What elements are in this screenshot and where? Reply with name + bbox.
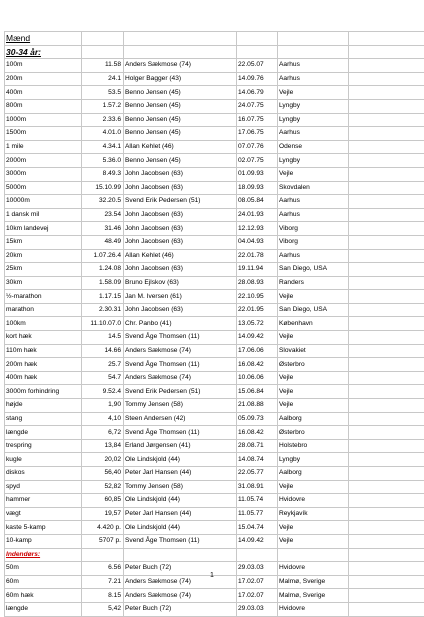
date-cell: 19.11.94 <box>237 263 278 277</box>
event-cell: hammer <box>5 494 82 508</box>
place-cell: Vejle <box>278 399 349 413</box>
records-table <box>4 31 424 617</box>
event-cell: 1 mile <box>5 140 82 154</box>
place-cell: Viborg <box>278 235 349 249</box>
empty-cell <box>349 181 424 195</box>
date-cell: 04.04.93 <box>237 235 278 249</box>
place-cell: Hvidovre <box>278 562 349 576</box>
date-cell: 16.08.42 <box>237 358 278 372</box>
result-cell: 5,42 <box>82 602 124 616</box>
athlete-cell: Anders Sækmose (74) <box>124 371 237 385</box>
event-cell: 100km <box>5 317 82 331</box>
page-number: 1 <box>0 572 424 579</box>
result-cell: 24.1 <box>82 72 124 86</box>
date-cell: 14.09.42 <box>237 534 278 548</box>
result-cell: 32.20.5 <box>82 195 124 209</box>
event-cell: højde <box>5 399 82 413</box>
table-row <box>5 235 424 249</box>
event-cell: marathon <box>5 303 82 317</box>
place-cell: San Diego, USA <box>278 303 349 317</box>
result-cell: 56,40 <box>82 467 124 481</box>
athlete-cell: Benno Jensen (45) <box>124 127 237 141</box>
empty-cell <box>349 222 424 236</box>
place-cell: Skovdalen <box>278 181 349 195</box>
athlete-cell: Ole Lindskjold (44) <box>124 494 237 508</box>
table-row <box>5 494 424 508</box>
table-row <box>5 399 424 413</box>
place-cell: Aalborg <box>278 467 349 481</box>
place-cell: Vejle <box>278 371 349 385</box>
place-cell: Aalborg <box>278 412 349 426</box>
date-cell: 17.06.06 <box>237 344 278 358</box>
result-cell: 1.58.09 <box>82 276 124 290</box>
event-cell: ½-marathon <box>5 290 82 304</box>
result-cell: 11.10.07.0 <box>82 317 124 331</box>
event-cell: længde <box>5 426 82 440</box>
event-cell: 200m hæk <box>5 358 82 372</box>
place-cell: Vejle <box>278 480 349 494</box>
place-cell: Vejle <box>278 385 349 399</box>
event-cell: 100m <box>5 59 82 73</box>
place-cell: Østerbro <box>278 358 349 372</box>
table-row <box>5 127 424 141</box>
table-row <box>5 249 424 263</box>
table-row <box>5 521 424 535</box>
empty-cell <box>349 86 424 100</box>
age-group-title: 30-34 år: <box>5 45 82 59</box>
date-cell: 31.08.91 <box>237 480 278 494</box>
date-cell: 29.03.03 <box>237 562 278 576</box>
place-cell: Aarhus <box>278 127 349 141</box>
empty-cell <box>349 453 424 467</box>
result-cell: 7.21 <box>82 575 124 589</box>
event-cell: 200m <box>5 72 82 86</box>
empty-cell <box>349 480 424 494</box>
result-cell: 25.7 <box>82 358 124 372</box>
result-cell: 5.36.0 <box>82 154 124 168</box>
place-cell: San Diego, USA <box>278 263 349 277</box>
subtitle-row <box>5 45 424 59</box>
result-cell: 14.5 <box>82 331 124 345</box>
result-cell: 13,84 <box>82 439 124 453</box>
place-cell: Hvidovre <box>278 602 349 616</box>
athlete-cell: Anders Sækmose (74) <box>124 59 237 73</box>
empty-cell <box>349 276 424 290</box>
place-cell: Aarhus <box>278 72 349 86</box>
place-cell: Malmø, Sverige <box>278 575 349 589</box>
athlete-cell: Bruno Ejlskov (63) <box>124 276 237 290</box>
result-cell: 60,85 <box>82 494 124 508</box>
athlete-cell: Ole Lindskjold (44) <box>124 521 237 535</box>
table-row <box>5 412 424 426</box>
athlete-cell: Svend Åge Thomsen (11) <box>124 358 237 372</box>
empty-cell <box>237 548 278 562</box>
event-cell: 2000m <box>5 154 82 168</box>
place-cell: Lyngby <box>278 113 349 127</box>
event-cell: vægt <box>5 507 82 521</box>
place-cell: Vejle <box>278 86 349 100</box>
table-row <box>5 99 424 113</box>
athlete-cell: John Jacobsen (63) <box>124 303 237 317</box>
result-cell: 1,90 <box>82 399 124 413</box>
date-cell: 17.06.75 <box>237 127 278 141</box>
empty-cell <box>349 235 424 249</box>
athlete-cell: John Jacobsen (63) <box>124 167 237 181</box>
event-cell: 1 dansk mil <box>5 208 82 222</box>
empty-cell <box>82 548 124 562</box>
table-row <box>5 263 424 277</box>
athlete-cell: John Jacobsen (63) <box>124 263 237 277</box>
date-cell: 07.07.76 <box>237 140 278 154</box>
empty-cell <box>349 331 424 345</box>
event-cell: kaste 5-kamp <box>5 521 82 535</box>
athlete-cell: Svend Erik Pedersen (51) <box>124 195 237 209</box>
empty-cell <box>349 467 424 481</box>
place-cell: Odense <box>278 140 349 154</box>
result-cell: 20,02 <box>82 453 124 467</box>
date-cell: 14.08.74 <box>237 453 278 467</box>
date-cell: 16.08.42 <box>237 426 278 440</box>
athlete-cell: Anders Sækmose (74) <box>124 589 237 603</box>
athlete-cell: Peter Jarl Hansen (44) <box>124 467 237 481</box>
event-cell: 10-kamp <box>5 534 82 548</box>
athlete-cell: Svend Åge Thomsen (11) <box>124 534 237 548</box>
empty-cell <box>349 72 424 86</box>
event-cell: 3000m <box>5 167 82 181</box>
athlete-cell: Peter Jarl Hansen (44) <box>124 507 237 521</box>
event-cell: spyd <box>5 480 82 494</box>
athlete-cell: Benno Jensen (45) <box>124 86 237 100</box>
athlete-cell: Benno Jensen (45) <box>124 154 237 168</box>
table-row <box>5 59 424 73</box>
event-cell: 25km <box>5 263 82 277</box>
date-cell: 13.05.72 <box>237 317 278 331</box>
place-cell: København <box>278 317 349 331</box>
empty-cell <box>349 385 424 399</box>
empty-cell <box>349 358 424 372</box>
athlete-cell: Peter Buch (72) <box>124 602 237 616</box>
result-cell: 8.15 <box>82 589 124 603</box>
date-cell: 14.09.76 <box>237 72 278 86</box>
result-cell: 31.46 <box>82 222 124 236</box>
place-cell: Vejle <box>278 331 349 345</box>
place-cell: Aarhus <box>278 249 349 263</box>
result-cell: 54.7 <box>82 371 124 385</box>
athlete-cell: John Jacobsen (63) <box>124 222 237 236</box>
event-cell: 1000m <box>5 113 82 127</box>
table-row <box>5 371 424 385</box>
place-cell: Lyngby <box>278 154 349 168</box>
date-cell: 10.06.06 <box>237 371 278 385</box>
empty-cell <box>278 548 349 562</box>
place-cell: Malmø, Sverige <box>278 589 349 603</box>
result-cell: 48.49 <box>82 235 124 249</box>
table-row <box>5 181 424 195</box>
place-cell: Reykjavík <box>278 507 349 521</box>
table-row <box>5 276 424 290</box>
table-row <box>5 154 424 168</box>
table-row <box>5 467 424 481</box>
date-cell: 22.01.95 <box>237 303 278 317</box>
table-row <box>5 222 424 236</box>
date-cell: 11.05.77 <box>237 507 278 521</box>
records-sheet <box>4 31 424 617</box>
result-cell: 53.5 <box>82 86 124 100</box>
empty-cell <box>349 399 424 413</box>
result-cell: 11.58 <box>82 59 124 73</box>
place-cell: Vejle <box>278 534 349 548</box>
place-cell: Aarhus <box>278 59 349 73</box>
athlete-cell: Holger Bagger (43) <box>124 72 237 86</box>
result-cell: 2.30.31 <box>82 303 124 317</box>
result-cell: 5707 p. <box>82 534 124 548</box>
empty-cell <box>349 263 424 277</box>
table-row <box>5 208 424 222</box>
empty-cell <box>349 371 424 385</box>
event-cell: 1500m <box>5 127 82 141</box>
place-cell: Randers <box>278 276 349 290</box>
table-row <box>5 589 424 603</box>
place-cell: Vejle <box>278 521 349 535</box>
date-cell: 24.01.93 <box>237 208 278 222</box>
athlete-cell: Tommy Jensen (58) <box>124 480 237 494</box>
empty-cell <box>349 208 424 222</box>
date-cell: 14.09.42 <box>237 331 278 345</box>
empty-cell <box>124 548 237 562</box>
place-cell: Aarhus <box>278 208 349 222</box>
empty-cell <box>349 154 424 168</box>
place-cell: Lyngby <box>278 99 349 113</box>
athlete-cell: Ole Lindskjold (44) <box>124 453 237 467</box>
place-cell: Holstebro <box>278 439 349 453</box>
event-cell: 15km <box>5 235 82 249</box>
date-cell: 15.06.84 <box>237 385 278 399</box>
table-row <box>5 317 424 331</box>
date-cell: 02.07.75 <box>237 154 278 168</box>
result-cell: 6,72 <box>82 426 124 440</box>
empty-cell <box>349 602 424 616</box>
table-row <box>5 426 424 440</box>
date-cell: 12.12.93 <box>237 222 278 236</box>
table-row <box>5 72 424 86</box>
empty-cell <box>349 113 424 127</box>
table-row <box>5 195 424 209</box>
place-cell: Viborg <box>278 222 349 236</box>
athlete-cell: John Jacobsen (63) <box>124 181 237 195</box>
table-row <box>5 113 424 127</box>
athlete-cell: Anders Sækmose (74) <box>124 575 237 589</box>
date-cell: 28.08.71 <box>237 439 278 453</box>
empty-cell <box>349 167 424 181</box>
empty-cell <box>349 59 424 73</box>
place-cell: Østerbro <box>278 426 349 440</box>
date-cell: 18.09.93 <box>237 181 278 195</box>
table-row <box>5 86 424 100</box>
table-row <box>5 534 424 548</box>
result-cell: 4.34.1 <box>82 140 124 154</box>
result-cell: 1.17.15 <box>82 290 124 304</box>
indoor-heading-row <box>5 548 424 562</box>
empty-cell <box>349 494 424 508</box>
empty-cell <box>349 426 424 440</box>
date-cell: 17.02.07 <box>237 575 278 589</box>
empty-cell <box>349 317 424 331</box>
place-cell: Aarhus <box>278 195 349 209</box>
place-cell: Hvidovre <box>278 494 349 508</box>
title-row <box>5 32 424 46</box>
empty-cell <box>349 589 424 603</box>
table-row <box>5 290 424 304</box>
table-row <box>5 167 424 181</box>
result-cell: 1.24.08 <box>82 263 124 277</box>
date-cell: 15.04.74 <box>237 521 278 535</box>
event-cell: 50m <box>5 562 82 576</box>
date-cell: 22.05.77 <box>237 467 278 481</box>
event-cell: 60m hæk <box>5 589 82 603</box>
athlete-cell: Svend Erik Pedersen (51) <box>124 385 237 399</box>
page-title: Mænd <box>5 32 82 46</box>
event-cell: 60m <box>5 575 82 589</box>
event-cell: 400m <box>5 86 82 100</box>
empty-cell <box>349 548 424 562</box>
result-cell: 1.07.26.4 <box>82 249 124 263</box>
athlete-cell: Peter Buch (72) <box>124 562 237 576</box>
date-cell: 14.06.79 <box>237 86 278 100</box>
athlete-cell: Allan Kehlet (46) <box>124 249 237 263</box>
athlete-cell: Steen Andersen (42) <box>124 412 237 426</box>
result-cell: 6.56 <box>82 562 124 576</box>
date-cell: 01.09.93 <box>237 167 278 181</box>
date-cell: 22.10.95 <box>237 290 278 304</box>
result-cell: 8.49.3 <box>82 167 124 181</box>
athlete-cell: Erland Jørgensen (41) <box>124 439 237 453</box>
athlete-cell: Benno Jensen (45) <box>124 113 237 127</box>
empty-cell <box>349 99 424 113</box>
empty-cell <box>349 140 424 154</box>
table-row <box>5 480 424 494</box>
event-cell: 3000m forhindring <box>5 385 82 399</box>
event-cell: kort hæk <box>5 331 82 345</box>
result-cell: 2.33.6 <box>82 113 124 127</box>
athlete-cell: Benno Jensen (45) <box>124 99 237 113</box>
athlete-cell: John Jacobsen (63) <box>124 235 237 249</box>
event-cell: 400m hæk <box>5 371 82 385</box>
result-cell: 52,82 <box>82 480 124 494</box>
empty-cell <box>349 439 424 453</box>
date-cell: 11.05.74 <box>237 494 278 508</box>
empty-cell <box>349 344 424 358</box>
result-cell: 4,10 <box>82 412 124 426</box>
place-cell: Lyngby <box>278 453 349 467</box>
event-cell: trespring <box>5 439 82 453</box>
event-cell: stang <box>5 412 82 426</box>
result-cell: 4.420 p. <box>82 521 124 535</box>
athlete-cell: Svend Åge Thomsen (11) <box>124 426 237 440</box>
place-cell: Vejle <box>278 167 349 181</box>
table-row <box>5 358 424 372</box>
place-cell: Vejle <box>278 290 349 304</box>
result-cell: 4.01.0 <box>82 127 124 141</box>
athlete-cell: Tommy Jensen (58) <box>124 399 237 413</box>
empty-cell <box>349 290 424 304</box>
event-cell: 30km <box>5 276 82 290</box>
date-cell: 16.07.75 <box>237 113 278 127</box>
date-cell: 21.08.88 <box>237 399 278 413</box>
empty-cell <box>349 534 424 548</box>
table-row <box>5 331 424 345</box>
event-cell: kugle <box>5 453 82 467</box>
empty-cell <box>349 521 424 535</box>
result-cell: 1.57.2 <box>82 99 124 113</box>
table-row <box>5 344 424 358</box>
athlete-cell: John Jacobsen (63) <box>124 208 237 222</box>
table-row <box>5 385 424 399</box>
place-cell: Slovakiet <box>278 344 349 358</box>
event-cell: 10000m <box>5 195 82 209</box>
athlete-cell: Chr. Panbo (41) <box>124 317 237 331</box>
empty-cell <box>349 195 424 209</box>
event-cell: 110m hæk <box>5 344 82 358</box>
result-cell: 9.52.4 <box>82 385 124 399</box>
date-cell: 24.07.75 <box>237 99 278 113</box>
table-row <box>5 439 424 453</box>
table-row <box>5 140 424 154</box>
event-cell: 20km <box>5 249 82 263</box>
date-cell: 08.05.84 <box>237 195 278 209</box>
empty-cell <box>349 507 424 521</box>
empty-cell <box>349 127 424 141</box>
event-cell: diskos <box>5 467 82 481</box>
date-cell: 22.05.07 <box>237 59 278 73</box>
result-cell: 15.10.99 <box>82 181 124 195</box>
table-row <box>5 602 424 616</box>
table-row <box>5 507 424 521</box>
empty-cell <box>349 412 424 426</box>
athlete-cell: Svend Åge Thomsen (11) <box>124 331 237 345</box>
result-cell: 19,57 <box>82 507 124 521</box>
empty-cell <box>349 303 424 317</box>
event-cell: 800m <box>5 99 82 113</box>
date-cell: 22.01.78 <box>237 249 278 263</box>
result-cell: 23.54 <box>82 208 124 222</box>
athlete-cell: Allan Kehlet (46) <box>124 140 237 154</box>
date-cell: 29.03.03 <box>237 602 278 616</box>
event-cell: 10km landevej <box>5 222 82 236</box>
table-row <box>5 303 424 317</box>
athlete-cell: Anders Sækmose (74) <box>124 344 237 358</box>
indoor-heading: Indendørs: <box>5 548 82 562</box>
date-cell: 17.02.07 <box>237 589 278 603</box>
event-cell: 5000m <box>5 181 82 195</box>
result-cell: 14.66 <box>82 344 124 358</box>
empty-cell <box>349 249 424 263</box>
athlete-cell: Jan M. Iversen (61) <box>124 290 237 304</box>
date-cell: 28.08.93 <box>237 276 278 290</box>
table-row <box>5 453 424 467</box>
date-cell: 05.09.73 <box>237 412 278 426</box>
event-cell: længde <box>5 602 82 616</box>
